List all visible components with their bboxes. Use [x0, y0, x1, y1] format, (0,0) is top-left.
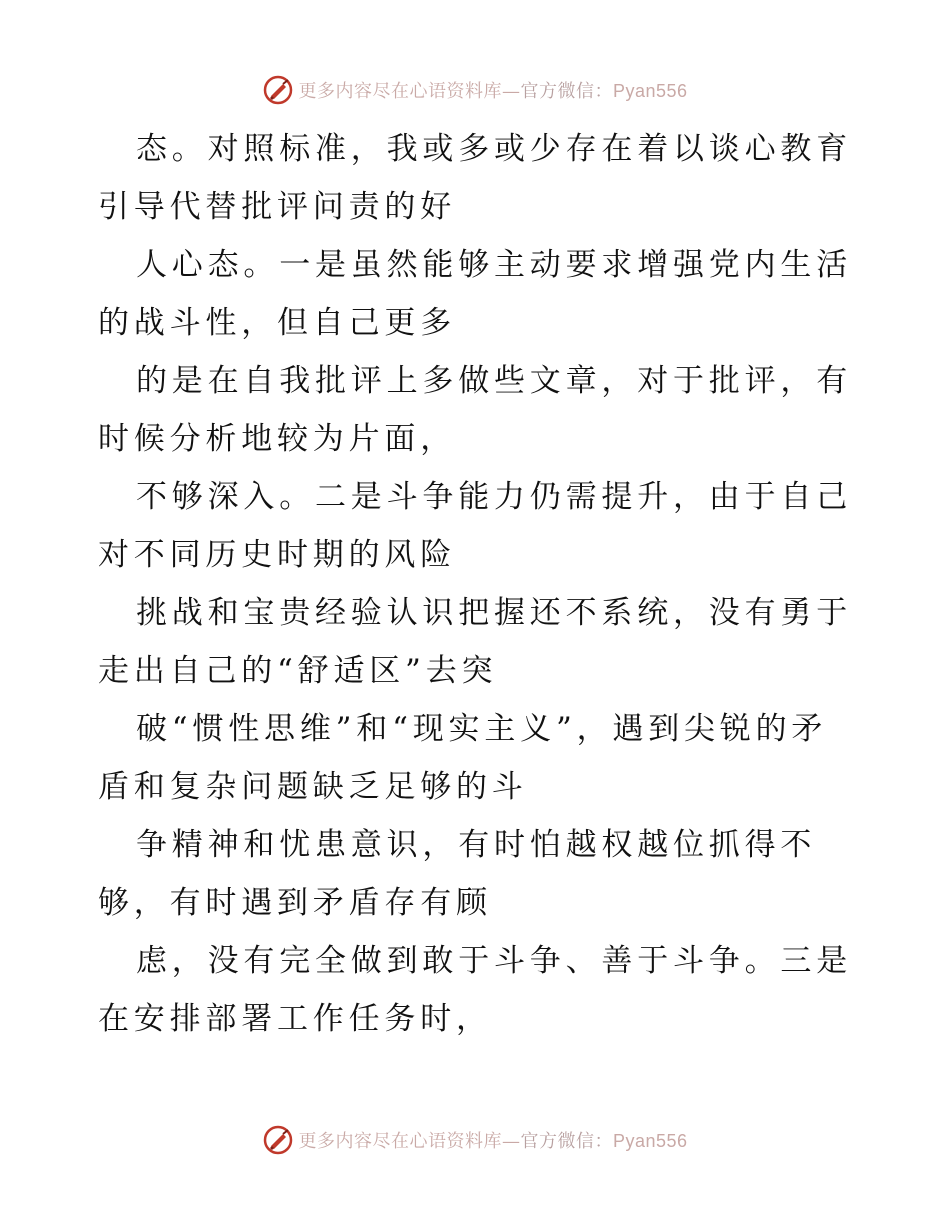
- paragraph-5: 挑战和宝贵经验认识把握还不系统，没有勇于走出自己的“舒适区”去突: [98, 595, 852, 689]
- quill-pen-logo-icon: [262, 1124, 294, 1156]
- paragraph-7: 争精神和忧患意识，有时怕越权越位抓得不够，有时遇到矛盾存有顾: [98, 827, 817, 921]
- footer-official-wechat-label: 官方微信：: [520, 1131, 613, 1152]
- footer-dash: —: [501, 1131, 521, 1152]
- paragraph-6: 破“惯性思维”和“现实主义”，遇到尖锐的矛盾和复杂问题缺乏足够的斗: [98, 711, 828, 805]
- paragraph-3: 的是在自我批评上多做些文章，对于批评，有时候分析地较为片面，: [98, 363, 852, 457]
- footer-banner: [0, 1120, 950, 1160]
- footer-wechat-id: Pyan556: [612, 1131, 688, 1151]
- footer-caption: [298, 1127, 687, 1153]
- paragraph-2: 人心态。一是虽然能够主动要求增强党内生活的战斗性，但自己更多: [98, 247, 852, 341]
- banner-caption: [298, 77, 687, 103]
- paragraph-8: 虑，没有完全做到敢于斗争、善于斗争。三是在安排部署工作任务时，: [98, 943, 852, 1037]
- brand-text: 更多内容尽在心语资料库: [298, 81, 502, 102]
- wechat-id: Pyan556: [612, 81, 688, 101]
- paragraph-1: 态。对照标准，我或多或少存在着以谈心教育引导代替批评问责的好: [98, 131, 852, 225]
- quill-pen-logo-icon: [262, 74, 294, 106]
- header-banner: [0, 70, 950, 110]
- official-wechat-label: 官方微信：: [520, 81, 613, 102]
- banner-dash: —: [501, 81, 521, 102]
- footer-brand-text: 更多内容尽在心语资料库: [298, 1131, 502, 1152]
- paragraph-4: 不够深入。二是斗争能力仍需提升，由于自己对不同历史时期的风险: [98, 479, 852, 573]
- document-body: [98, 120, 858, 1048]
